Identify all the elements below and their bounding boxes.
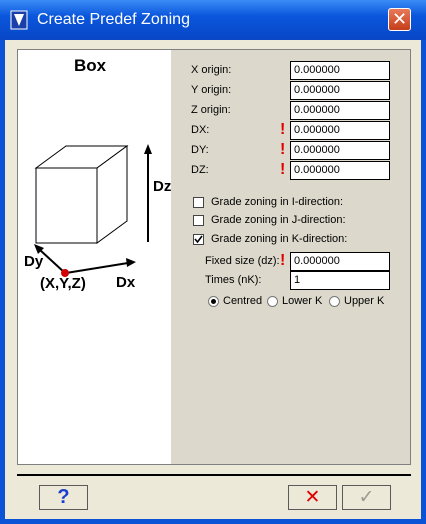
dy-label: Dy [24,253,44,270]
dz-required-icon: ! [280,161,286,178]
grade-k-label: Grade zoning in K-direction: [211,233,348,245]
dy-field-label: DY: [191,144,209,156]
dialog-body [5,40,421,519]
y-origin-input[interactable]: 0.000000 [290,81,390,100]
y-origin-label: Y origin: [191,84,232,96]
close-icon: ✕ [391,9,408,29]
radio-lower-k-label: Lower K [282,295,323,307]
ok-icon: ✓ [358,487,375,508]
times-input[interactable]: 1 [290,271,390,290]
dy-required-icon: ! [280,141,286,158]
diagram-title: Box [74,56,107,75]
title-bar[interactable] [0,0,426,40]
dy-input[interactable]: 0.000000 [290,141,390,160]
grade-i-label: Grade zoning in I-direction: [211,196,344,208]
grade-k-checkbox[interactable] [193,234,204,245]
help-icon: ? [57,486,70,508]
radio-upper-k[interactable] [329,296,340,307]
grade-i-checkbox[interactable] [193,197,204,208]
button-separator [17,474,411,476]
dz-label: Dz [153,178,172,195]
close-button[interactable] [388,8,411,31]
fixed-size-required-icon: ! [280,252,286,269]
radio-centred-label: Centred [223,295,263,307]
checkmark-icon [194,235,203,244]
dz-field-label: DZ: [191,164,209,176]
box-shape [36,146,127,243]
x-origin-label: X origin: [191,64,232,76]
z-origin-input[interactable]: 0.000000 [290,101,390,120]
radio-upper-k-label: Upper K [344,295,385,307]
z-origin-label: Z origin: [191,104,231,116]
x-origin-input[interactable]: 0.000000 [290,61,390,80]
grade-j-checkbox[interactable] [193,215,204,226]
ok-button[interactable] [342,485,391,510]
dz-input[interactable]: 0.000000 [290,161,390,180]
fixed-size-label: Fixed size (dz): [205,255,280,267]
dx-field-label: DX: [191,124,210,136]
app-icon [10,10,28,30]
content-frame [17,49,411,465]
radio-centred[interactable] [208,296,219,307]
dx-input[interactable]: 0.000000 [290,121,390,140]
grade-j-label: Grade zoning in J-direction: [211,214,346,226]
radio-lower-k[interactable] [267,296,278,307]
window-title: Create Predef Zoning [37,11,190,28]
times-label: Times (nK): [205,274,262,286]
diagram-pane [18,50,171,464]
origin-label: (X,Y,Z) [40,275,86,292]
parameters-pane [171,50,410,464]
dx-label: Dx [116,274,136,291]
fixed-size-input[interactable]: 0.000000 [290,252,390,271]
cancel-button[interactable] [288,485,337,510]
help-button[interactable] [39,485,88,510]
dx-required-icon: ! [280,121,286,138]
cancel-icon: ✕ [304,487,321,508]
